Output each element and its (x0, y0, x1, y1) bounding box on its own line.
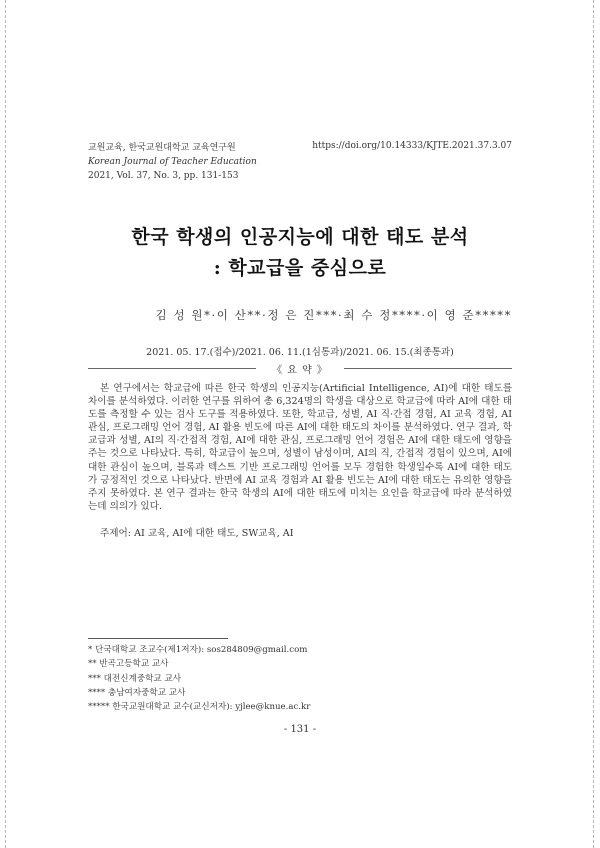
doi-link[interactable]: https://doi.org/10.14333/KJTE.2021.37.3.07 (312, 141, 512, 151)
journal-header (88, 141, 257, 183)
abstract-rule-right (344, 368, 512, 369)
author-list: 김 성 원*·이 산**·정 은 진***·최 수 정****·이 영 준***** (155, 308, 512, 322)
paper-title-line1: 한국 학생의 인공지능에 대한 태도 분석 (131, 226, 469, 248)
submission-dates: 2021. 05. 17.(접수)/2021. 06. 11.(1심통과)/2021. 06. 15.(최종통과) (146, 347, 454, 358)
keywords: 주제어: AI 교육, AI에 대한 태도, SW교육, AI (100, 528, 294, 539)
footnote-1: * 단국대학교 조교수(제1저자): sos284809@gmail.com (88, 645, 308, 655)
footnote-5: ***** 한국교원대학교 교수(교신저자): yjlee@knue.ac.kr (88, 702, 311, 713)
abstract-heading (88, 361, 512, 375)
footnote-2: ** 반곡고등학교 교사 (88, 659, 169, 670)
journal-name-kr: 교원교육, 한국교원대학교 교육연구원 (88, 143, 236, 153)
abstract-rule-left (88, 368, 256, 369)
footnote-4: **** 충남여자중학교 교사 (88, 687, 186, 698)
abstract-heading-label: 《 요 약 》 (272, 365, 328, 376)
right-page-edge (593, 0, 594, 848)
footnotes (88, 643, 310, 714)
volume-info: 2021, Vol. 37, No. 3, pp. 131-153 (88, 171, 239, 181)
footnote-divider (88, 638, 228, 639)
left-page-edge (5, 0, 6, 848)
page-number: - 131 - (283, 724, 317, 735)
footnote-3: *** 대전신계중학교 교사 (88, 673, 182, 684)
abstract-body: 본 연구에서는 학교급에 따른 한국 학생의 인공지능(Artificial Intelligence, AI)에 대한 태도를 차이를 분석하였다. 이러한 연구를 위하여 총 6,324명의 학생을 대상으로 학교급에 따라 AI에 대한 태도를 측정할 수 있는 검사 도구를 적용하였다. 또한, 학교급, 성별, AI 직·간접 경험, AI 교육 경험, AI 관심, 프로그래밍 언어 경험, AI 활용 빈도에 따른 AI에 대한 태도의 차이를 분석하였다. 연구 결과, 학교급과 성별, AI의 직·간접적 경험, AI에 대한 관심, 프로그래밍 언어 경험은 AI에 대한 태도에 영향을 주는 것으로 나타났다. 특히, 학교급이 높으며, 성별이 남성이며, AI의 직, 간접적 경험이 있으며, AI에 대한 관심이 높으며, 블록과 텍스트 기반 프로그래밍 언어를 모두 경험한 학생일수록 AI에 대한 태도가 긍정적인 것으로 나타났다. 반면에 AI 교육 경험과 AI 활용 빈도는 AI에 대한 태도는 유의한 영향을 주지 못하였다. 본 연구 결과는 한국 학생의 AI에 대한 태도에 미치는 요인을 학교급에 따라 분석하였는데 의의가 있다. (88, 383, 512, 512)
journal-name-en: Korean Journal of Teacher Education (88, 157, 257, 167)
paper-title-line2: : 학교급을 중심으로 (213, 257, 387, 279)
